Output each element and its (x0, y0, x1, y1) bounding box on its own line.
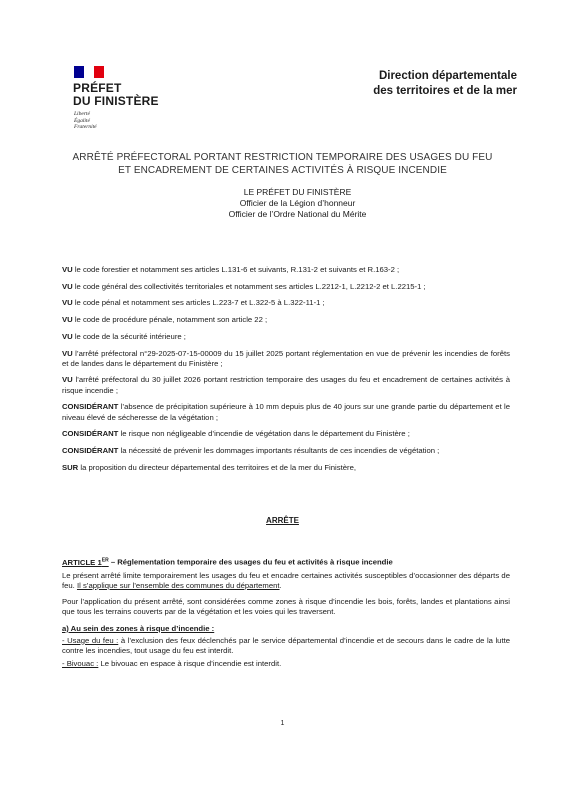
visa-item (62, 402, 510, 422)
visa-text: la proposition du directeur départemental des territoires et de la mer du Finistère, (78, 462, 356, 472)
marianne-flag-icon (74, 66, 104, 78)
paragraph-text: Le présent arrêté limite temporairement les usages du feu et encadre certaines activités susceptibles d’occasionner des départs de feu. (62, 570, 510, 590)
article-number-text: ARTICLE 1 (62, 557, 102, 567)
visa-text: le risque non négligeable d’incendie de végétation dans le département du Finistère ; (118, 429, 410, 439)
visa-item (62, 446, 510, 456)
prefet-block (150, 187, 445, 220)
article-number (62, 558, 109, 567)
visa-keyword: VU (62, 265, 73, 274)
visa-keyword: VU (62, 375, 73, 385)
title-line-2: ET ENCADREMENT DE CERTAINES ACTIVITÉS À RISQUE INCENDIE (118, 165, 447, 176)
issuing-service (277, 69, 517, 99)
visas-list (62, 265, 510, 479)
article-1-paragraph-2: Pour l’application du présent arrêté, sont considérées comme zones à risque d’incendie les bois, forêts, landes et plantations ainsi que tous les terrains couverts par de la végétation et les voies qui les traversent. (62, 597, 510, 617)
visa-keyword: SUR (62, 462, 79, 472)
visa-keyword: VU (62, 348, 73, 358)
title-line-1: ARRÊTÉ PRÉFECTORAL PORTANT RESTRICTION TEMPORAIRE DES USAGES DU FEU (72, 152, 493, 163)
visa-keyword: CONSIDÉRANT (62, 402, 119, 412)
service-line-1: Direction départementale (378, 70, 517, 82)
article-1-paragraph-1 (62, 571, 510, 591)
visa-text: l’arrêté préfectoral du 30 juillet 2026 portant restriction temporaire des usages du feu et encadrement de certaines activités à risque incendie ; (62, 375, 510, 395)
visa-item (62, 265, 510, 275)
page-number: 1 (280, 720, 285, 727)
document-title (60, 151, 505, 177)
flag-white-stripe (84, 66, 94, 78)
prefet-line-3: Officier de l’Ordre National du Mérite (228, 209, 367, 219)
visa-keyword: VU (62, 281, 73, 291)
visa-text: le code forestier et notamment ses articles L.131-6 et suivants, R.131-2 et suivants et R.163-2 ; (72, 265, 400, 274)
bullet-label: - Usage du feu : (62, 635, 119, 645)
visa-text: l’arrêté préfectoral n°29-2025-07-15-00009 du 15 juillet 2025 portant réglementation en vue de prévenir les incendies de forêts et de landes dans le département du Finistère ; (62, 348, 510, 368)
brand-line-1: PRÉFET (73, 81, 122, 95)
bullet-text: à l’exclusion des feux déclenchés par le service départemental d’incendie et de secours dans le cadre de la lutte contre les incendies, tout usage du feu est interdit. (62, 635, 510, 655)
prefecture-logo-text (73, 82, 159, 108)
bullet-label: - Bivouac : (62, 659, 99, 669)
subheading-text: a) Au sein des zones à risque d’incendie : (62, 623, 215, 633)
article-1 (62, 555, 510, 675)
visa-keyword: CONSIDÉRANT (62, 429, 119, 439)
article-title-text: – Réglementation temporaire des usages du feu et activités à risque incendie (108, 557, 393, 567)
paragraph-underlined-text: Il s’applique sur l’ensemble des communes du département (76, 580, 280, 590)
visa-text: le code général des collectivités territoriales et notamment ses articles L.2212-1, L.2212-2 et L.2215-1 ; (72, 281, 426, 291)
visa-item (62, 375, 510, 395)
motto-egalite: Égalité (74, 117, 90, 124)
visa-item (62, 332, 510, 342)
flag-blue-stripe (74, 66, 84, 78)
visa-keyword: VU (62, 315, 73, 325)
visa-item (62, 282, 510, 292)
visa-text: la nécessité de prévenir les dommages importants résultants de ces incendies de végétation ; (118, 445, 440, 455)
bullet-text: Le bivouac en espace à risque d’incendie est interdit. (98, 659, 282, 669)
article-1-subheading (62, 624, 510, 634)
bullet-item (62, 636, 510, 656)
visa-item (62, 463, 510, 473)
visa-keyword: VU (62, 331, 73, 341)
visa-keyword: CONSIDÉRANT (62, 445, 119, 455)
arrete-heading: ARRÊTE (266, 516, 299, 525)
visa-item (62, 298, 510, 308)
visa-text: le code pénal et notamment ses articles L.223-7 et L.322-5 à L.322-11-1 ; (72, 298, 325, 308)
visa-text: le code de procédure pénale, notamment son article 22 ; (72, 315, 268, 325)
flag-red-stripe (94, 66, 104, 78)
motto-liberte: Liberté (74, 111, 90, 117)
prefet-line-2: Officier de la Légion d’honneur (239, 198, 356, 208)
republic-motto (74, 111, 97, 131)
visa-text: le code de la sécurité intérieure ; (72, 331, 186, 341)
visa-item (62, 315, 510, 325)
brand-line-2: DU FINISTÈRE (73, 94, 159, 108)
visa-text: l’absence de précipitation supérieure à 10 mm depuis plus de 40 jours sur une grande partie du département et le niveau élevé de sécheresse de la végétation ; (62, 402, 510, 422)
paragraph-text-end: . (279, 580, 282, 590)
visa-item (62, 429, 510, 439)
motto-fraternite: Fraternité (74, 124, 97, 130)
prefet-line-1: LE PRÉFET DU FINISTÈRE (243, 187, 352, 197)
bullet-item (62, 659, 510, 669)
visa-keyword: VU (62, 298, 73, 308)
article-number-sup: ER (101, 557, 109, 563)
visa-item (62, 349, 510, 369)
service-line-2: des territoires et de la mer (373, 85, 517, 97)
article-1-title (62, 555, 510, 568)
